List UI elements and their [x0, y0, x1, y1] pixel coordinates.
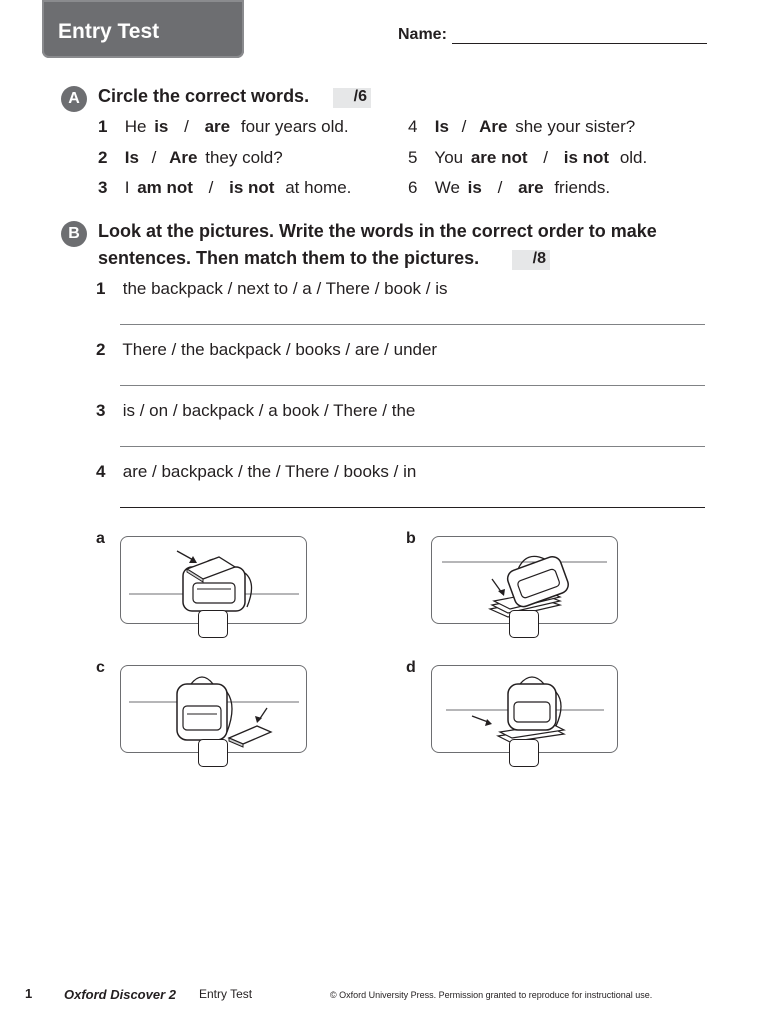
slash: / [497, 178, 503, 197]
answer-box-a[interactable] [198, 610, 228, 638]
section-b-title-line1: Look at the pictures. Write the words in the correct order to make [98, 221, 657, 241]
section-b-item-1 [96, 279, 448, 299]
slash: / [461, 117, 467, 136]
item-text: You [434, 148, 464, 167]
option-is[interactable]: is [467, 178, 482, 197]
section-b-item-3 [96, 401, 415, 421]
footer-subtitle: Entry Test [199, 987, 253, 1001]
footer-brand: Oxford Discover 2 [64, 987, 176, 1002]
item-number: 4 [96, 462, 106, 481]
item-text: is / on / backpack / a book / There / the [122, 401, 416, 420]
slash: / [543, 148, 548, 167]
slash: / [208, 178, 214, 197]
slash: / [151, 148, 157, 167]
item-number: 1 [96, 279, 106, 298]
slash: / [184, 117, 189, 136]
option-is[interactable]: Is [124, 148, 139, 167]
answer-box-d[interactable] [509, 739, 539, 767]
picture-d-label: d [406, 659, 416, 676]
item-number: 1 [98, 117, 108, 136]
answer-line-1[interactable] [120, 324, 705, 325]
picture-c-label: c [96, 659, 105, 676]
item-text: old. [619, 148, 648, 167]
section-a-title: Circle the correct words. [98, 86, 310, 106]
section-a-item-1 [98, 117, 352, 137]
section-b-title-line2: sentences. Then match them to the pictures. [98, 248, 480, 268]
item-text: He [124, 117, 147, 136]
answer-box-b[interactable] [509, 610, 539, 638]
page-title: Entry Test [58, 20, 160, 43]
name-field[interactable] [452, 43, 707, 44]
item-number: 2 [96, 340, 106, 359]
section-a-item-4 [408, 117, 638, 137]
section-a-score: /6 [333, 88, 371, 108]
page-number: 1 [25, 986, 33, 1001]
option-is-not[interactable]: is not [229, 178, 275, 197]
section-a-item-3 [98, 178, 354, 198]
item-number: 3 [98, 178, 108, 197]
section-b-badge: B [61, 221, 87, 247]
item-text: are / backpack / the / There / books / in [122, 462, 417, 481]
picture-a-label: a [96, 530, 105, 547]
name-label: Name: [398, 26, 447, 43]
item-text: friends. [554, 178, 611, 197]
item-text: There / the backpack / books / are / under [122, 340, 438, 359]
section-b-item-2 [96, 340, 437, 360]
item-text: they cold? [205, 148, 283, 167]
option-are[interactable]: are [204, 117, 231, 136]
option-are[interactable]: are [518, 178, 544, 197]
section-b-score: /8 [512, 250, 550, 270]
item-number: 2 [98, 148, 108, 167]
answer-line-2[interactable] [120, 385, 705, 386]
footer-copyright: © Oxford University Press. Permission granted to reproduce for instructional use. [330, 990, 653, 1000]
item-number: 6 [408, 178, 418, 197]
option-are[interactable]: Are [169, 148, 198, 167]
section-a-item-5 [408, 148, 650, 168]
option-are-not[interactable]: are not [470, 148, 528, 167]
item-text: she your sister? [515, 117, 636, 136]
answer-line-4[interactable] [120, 507, 705, 508]
item-text: at home. [285, 178, 352, 197]
section-a-badge: A [61, 86, 87, 112]
section-a-item-6 [408, 178, 613, 198]
item-number: 4 [408, 117, 418, 136]
answer-box-c[interactable] [198, 739, 228, 767]
section-b-item-4 [96, 462, 416, 482]
option-are[interactable]: Are [479, 117, 508, 136]
item-text: the backpack / next to / a / There / book / is [122, 279, 448, 298]
option-is[interactable]: Is [434, 117, 449, 136]
item-text: We [434, 178, 460, 197]
picture-b-label: b [406, 530, 416, 547]
option-is-not[interactable]: is not [563, 148, 610, 167]
answer-line-3[interactable] [120, 446, 705, 447]
item-number: 3 [96, 401, 106, 420]
option-is[interactable]: is [154, 117, 169, 136]
section-a-item-2 [98, 148, 286, 168]
item-text: I [124, 178, 130, 197]
item-number: 5 [408, 148, 418, 167]
item-text: four years old. [240, 117, 349, 136]
option-am-not[interactable]: am not [137, 178, 193, 197]
